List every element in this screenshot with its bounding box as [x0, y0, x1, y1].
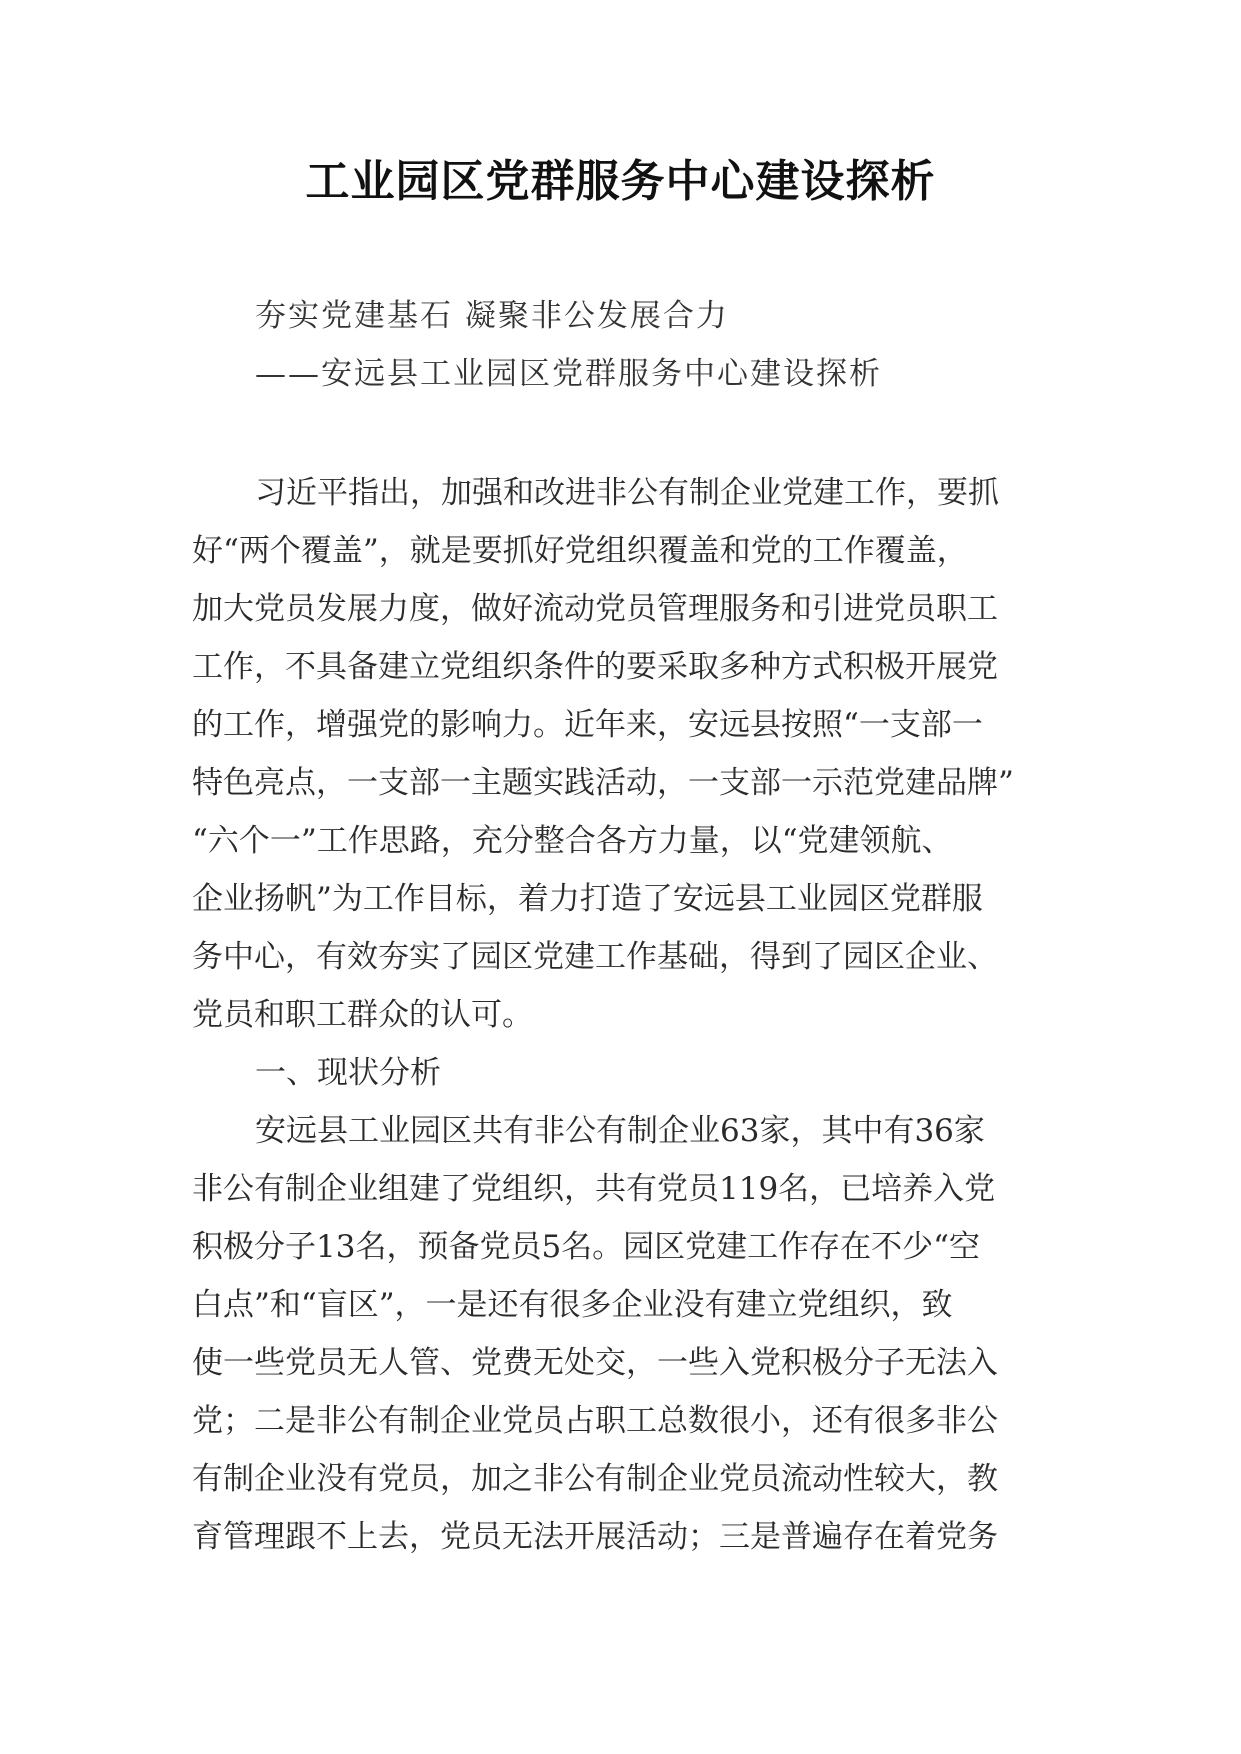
paragraph-1-line: 企业扬帆”为工作目标，着力打造了安远县工业园区党群服 — [192, 881, 983, 917]
subtitle-line-2: ——安远县工业园区党群服务中心建设探析 — [255, 356, 882, 392]
document-title: 工业园区党群服务中心建设探析 — [305, 156, 936, 207]
paragraph-2-line: 有制企业没有党员，加之非公有制企业党员流动性较大，教 — [192, 1461, 998, 1497]
paragraph-2-line: 党；二是非公有制企业党员占职工总数很小，还有很多非公 — [192, 1403, 998, 1439]
paragraph-2-line: 安远县工业园区共有非公有制企业63家，其中有36家 — [255, 1113, 985, 1149]
paragraph-2-line: 非公有制企业组建了党组织，共有党员119名，已培养入党 — [192, 1171, 996, 1207]
paragraph-1-line: 工作，不具备建立党组织条件的要采取多种方式积极开展党 — [192, 649, 998, 685]
paragraph-1-line: 特色亮点，一支部一主题实践活动，一支部一示范党建品牌” — [192, 765, 1014, 801]
paragraph-1-line: “六个一”工作思路，充分整合各方力量，以“党建领航、 — [192, 823, 953, 859]
paragraph-2-line: 白点”和“盲区”，一是还有很多企业没有建立党组织，致 — [192, 1287, 953, 1323]
paragraph-1-line: 好“两个覆盖”，就是要抓好党组织覆盖和党的工作覆盖， — [192, 533, 968, 569]
paragraph-2-line: 积极分子13名，预备党员5名。园区党建工作存在不少“空 — [192, 1229, 981, 1265]
paragraph-1-line: 的工作，增强党的影响力。近年来，安远县按照“一支部一 — [192, 707, 983, 743]
paragraph-1-line: 务中心，有效夯实了园区党建工作基础，得到了园区企业、 — [192, 939, 998, 975]
paragraph-1-line: 习近平指出，加强和改进非公有制企业党建工作，要抓 — [255, 475, 999, 511]
subtitle-line-1: 夯实党建基石 凝聚非公发展合力 — [255, 298, 729, 334]
paragraph-1-line: 党员和职工群众的认可。 — [192, 997, 533, 1033]
paragraph-1-line: 加大党员发展力度，做好流动党员管理服务和引进党员职工 — [192, 591, 998, 627]
section-heading: 一、现状分析 — [255, 1055, 441, 1091]
document-body — [192, 464, 1062, 1566]
paragraph-2-line: 使一些党员无人管、党费无处交，一些入党积极分子无法入 — [192, 1345, 998, 1381]
paragraph-2-line: 育管理跟不上去，党员无法开展活动；三是普遍存在着党务 — [192, 1519, 998, 1555]
